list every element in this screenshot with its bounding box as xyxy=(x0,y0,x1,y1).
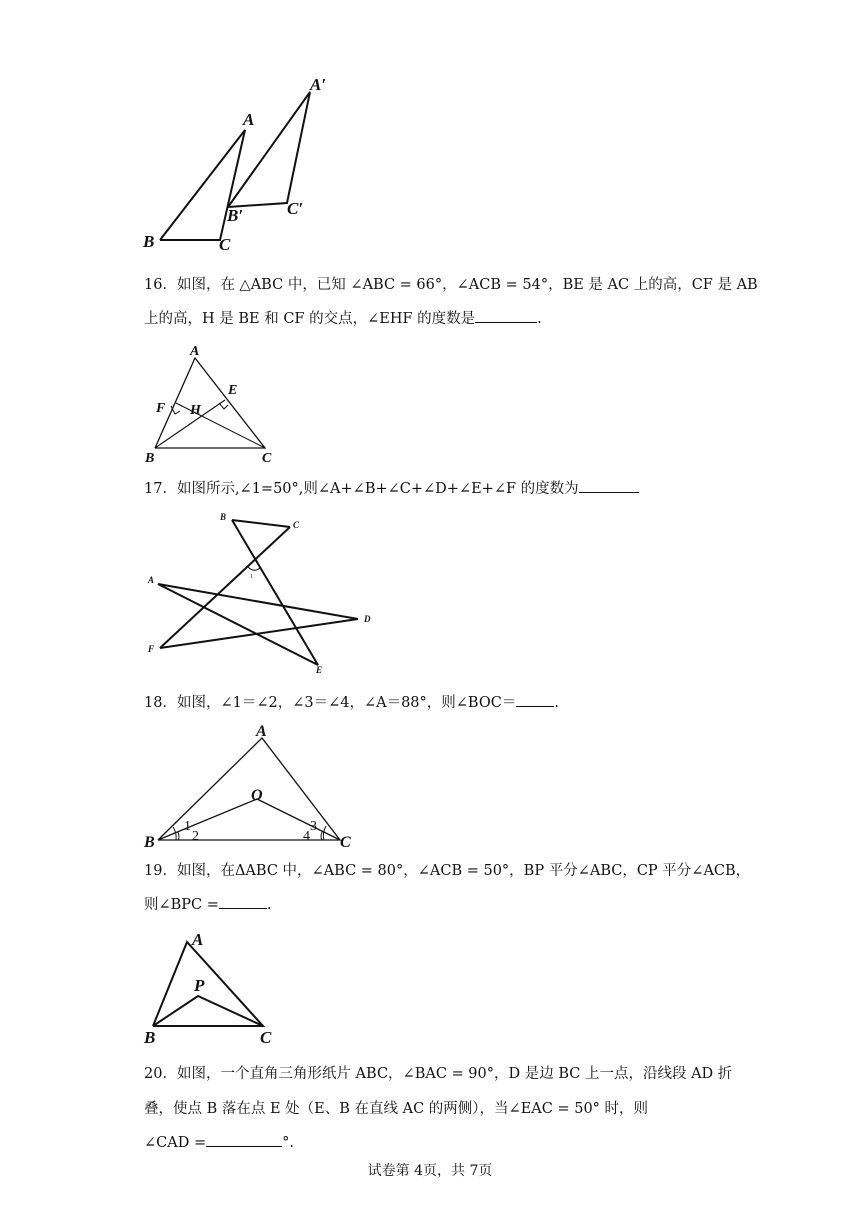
figure-18-triangle xyxy=(140,720,365,850)
question-16-answer-blank[interactable] xyxy=(475,308,537,323)
question-17-line xyxy=(144,478,639,500)
fig15-label-A-prime: A′ xyxy=(310,75,327,94)
fig19-label-C: C xyxy=(260,1028,272,1047)
fig15-label-B: B xyxy=(143,232,155,251)
fig18-label-2: 2 xyxy=(192,829,199,844)
fig16-label-B: B xyxy=(145,451,155,465)
question-19-line-1 xyxy=(144,860,750,882)
page-footer: 试卷第 4页，共 7页 xyxy=(367,1163,493,1179)
question-19-text-1: 如图，在ΔABC 中，∠ABC = 80°，∠ACB = 50°，BP 平分∠ABC，CP 平分∠ACB， xyxy=(176,863,751,879)
question-19-end: . xyxy=(266,897,272,913)
question-17-answer-blank[interactable] xyxy=(579,478,639,493)
question-19-number: 19． xyxy=(144,863,177,879)
question-16-line-1 xyxy=(144,274,758,296)
fig16-label-C: C xyxy=(262,451,272,465)
fig18-label-3: 3 xyxy=(310,819,317,834)
question-20-line-1 xyxy=(144,1063,732,1085)
question-16-line-2 xyxy=(144,308,542,330)
question-20-text-3: ∠CAD = xyxy=(144,1135,207,1151)
fig19-label-A: A xyxy=(192,930,204,949)
question-20-line-3 xyxy=(144,1132,294,1154)
question-20-answer-blank[interactable] xyxy=(206,1132,282,1147)
fig15-label-C-prime: C′ xyxy=(287,199,304,218)
fig16-label-H: H xyxy=(190,403,201,418)
fig17-label-E: E xyxy=(316,665,323,675)
fig18-label-4: 4 xyxy=(303,829,310,844)
question-18-end: . xyxy=(554,695,559,711)
question-18-text: 如图，∠1＝∠2，∠3＝∠4，∠A＝88°，则∠BOC＝ xyxy=(176,695,517,711)
figure-17-star xyxy=(140,510,380,680)
question-18-line xyxy=(144,692,559,714)
question-16-text-2: 上的高，H 是 BE 和 CF 的交点，∠EHF 的度数是 xyxy=(144,311,476,327)
question-20-line-2 xyxy=(144,1098,648,1120)
fig15-label-B-prime: B′ xyxy=(227,206,244,225)
question-17-text: 如图所示,∠1=50°,则∠A+∠B+∠C+∠D+∠E+∠F 的度数为 xyxy=(176,481,579,497)
question-20-number: 20． xyxy=(144,1066,177,1082)
figure-15-triangles xyxy=(135,70,355,260)
fig16-label-F: F xyxy=(156,401,166,416)
fig18-label-A: A xyxy=(256,723,267,740)
fig17-label-F: F xyxy=(148,644,155,654)
question-20-end: °. xyxy=(282,1135,294,1151)
question-18-answer-blank[interactable] xyxy=(516,692,554,707)
fig16-label-E: E xyxy=(228,383,238,398)
question-19-text-2: 则∠BPC = xyxy=(144,897,219,913)
fig19-label-B: B xyxy=(144,1028,156,1047)
fig16-label-A: A xyxy=(190,344,200,359)
fig18-label-1: 1 xyxy=(184,819,191,834)
fig18-label-B: B xyxy=(144,834,155,850)
fig15-label-A: A xyxy=(243,110,255,129)
question-20-text-1: 如图，一个直角三角形纸片 ABC，∠BAC = 90°，D 是边 BC 上一点，沿线段 AD 折 xyxy=(176,1066,733,1082)
question-19-line-2 xyxy=(144,894,272,916)
fig17-label-B: B xyxy=(220,512,227,522)
question-20-text-2: 叠，使点 B 落在点 E 处（E、B 在直线 AC 的两侧），当∠EAC = 50° 时，则 xyxy=(144,1101,649,1117)
question-17-number: 17． xyxy=(144,481,177,497)
fig17-label-C: C xyxy=(293,520,300,530)
fig17-label-A: A xyxy=(148,575,155,585)
question-18-number: 18． xyxy=(144,695,177,711)
fig17-label-1: 1 xyxy=(250,574,253,580)
question-16-text-1: 如图，在 △ABC 中，已知 ∠ABC = 66°，∠ACB = 54°，BE 是 AC 上的高，CF 是 AB xyxy=(176,277,758,293)
figure-16-triangle xyxy=(140,340,280,465)
question-19-answer-blank[interactable] xyxy=(219,894,267,909)
fig18-label-C: C xyxy=(340,834,351,850)
question-16-number: 16． xyxy=(144,277,177,293)
fig18-label-O: O xyxy=(251,787,263,804)
fig19-label-P: P xyxy=(194,976,205,995)
figure-19-triangle xyxy=(140,925,290,1050)
fig17-label-D: D xyxy=(364,614,371,624)
fig15-label-C: C xyxy=(219,235,231,254)
question-16-end: . xyxy=(537,311,542,327)
